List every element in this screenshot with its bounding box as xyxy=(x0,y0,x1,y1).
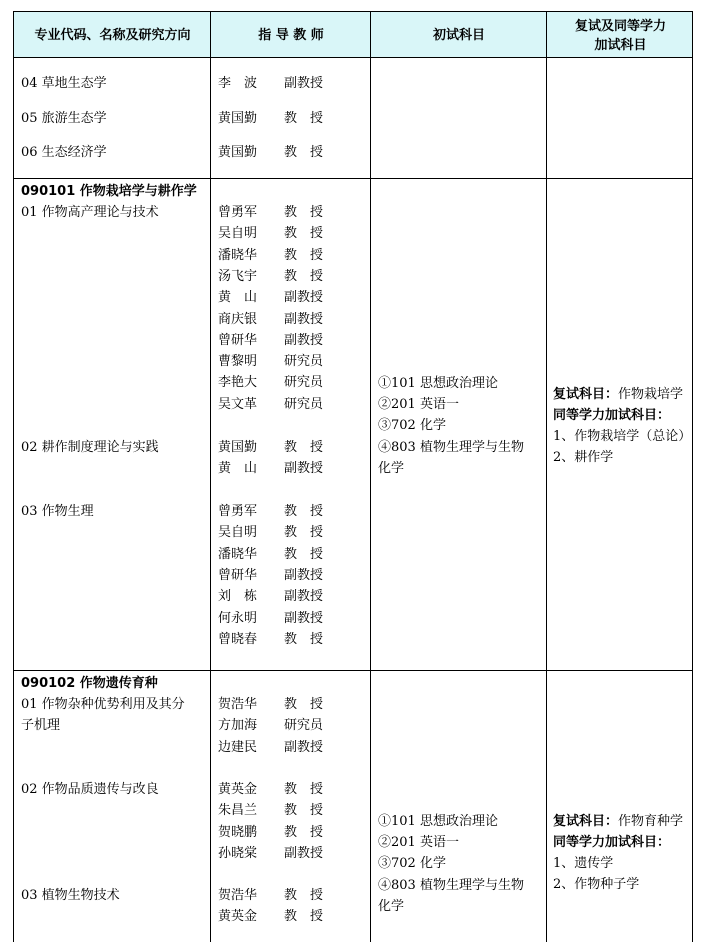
supervisor-row xyxy=(218,204,323,222)
supervisor-name: 黄国勤 xyxy=(218,111,258,126)
supervisor-row xyxy=(218,588,323,606)
supervisor-row xyxy=(218,824,323,842)
supervisor-row xyxy=(218,332,323,350)
supervisor-row xyxy=(218,887,323,905)
major-090101: 090101 作物栽培学与耕作学 xyxy=(21,184,197,199)
supervisor-title: 教 授 xyxy=(284,145,324,160)
supervisor-title: 教 授 xyxy=(284,247,324,263)
supervisor-row xyxy=(218,610,323,628)
supervisor-name: 吴自明 xyxy=(218,525,258,541)
supervisor-row xyxy=(218,802,323,820)
direction-06: 06 生态经济学 xyxy=(21,145,107,160)
supervisor-title: 副教授 xyxy=(284,332,324,348)
supervisor-name: 商庆银 xyxy=(218,311,258,327)
exam-subject: ③702 化学 xyxy=(378,418,446,434)
exam-subject: ①101 思想政治理论 xyxy=(378,376,498,391)
supervisor-name: 吴自明 xyxy=(218,226,258,242)
supervisor-name: 黄 山 xyxy=(218,290,258,306)
direction-090101-03: 03 作物生理 xyxy=(21,504,94,519)
supervisor-title: 副教授 xyxy=(284,739,324,755)
section2-equiv-item-2: 2、作物种子学 xyxy=(553,877,640,892)
supervisor-title: 副教授 xyxy=(284,311,324,327)
supervisor-name: 李 波 xyxy=(218,76,258,91)
supervisor-row xyxy=(218,144,323,162)
section2-retest-value: 作物育种学 xyxy=(618,814,684,829)
supervisor-name: 潘晓华 xyxy=(218,247,258,263)
supervisor-name: 吴文革 xyxy=(218,396,258,412)
supervisor-title: 副教授 xyxy=(284,589,324,605)
supervisor-row xyxy=(218,247,323,265)
supervisor-name: 贺浩华 xyxy=(218,888,258,903)
supervisor-title: 研究员 xyxy=(284,375,324,391)
supervisor-name: 朱昌兰 xyxy=(218,803,258,819)
supervisor-name: 曾研华 xyxy=(218,332,258,348)
section1-equiv-label: 同等学力加试科目： xyxy=(553,408,671,423)
row-separator-2 xyxy=(13,670,693,671)
supervisor-title: 教 授 xyxy=(284,631,324,647)
exam-subject: ④803 植物生理学与生物 xyxy=(378,877,524,893)
exam-subject: ①101 思想政治理论 xyxy=(378,814,498,829)
supervisor-name: 贺浩华 xyxy=(218,697,258,712)
supervisor-title: 教 授 xyxy=(284,268,324,284)
supervisor-name: 黄英金 xyxy=(218,909,258,925)
section1-retest-label: 复试科目： xyxy=(553,387,619,402)
supervisor-title: 教 授 xyxy=(284,504,324,519)
supervisor-row xyxy=(218,908,323,926)
program-table xyxy=(13,11,693,942)
exam-subject: ②201 英语一 xyxy=(378,397,459,413)
supervisor-title: 副教授 xyxy=(284,845,324,861)
supervisor-title: 教 授 xyxy=(284,111,324,126)
supervisor-name: 刘 栋 xyxy=(218,589,258,605)
header-initial-exam: 初试科目 xyxy=(432,28,485,43)
table-border-right xyxy=(692,11,693,942)
supervisor-row xyxy=(218,739,323,757)
table-divider-3 xyxy=(546,11,547,942)
supervisor-name: 黄国勤 xyxy=(218,440,258,455)
supervisor-row xyxy=(218,845,323,863)
supervisor-title: 副教授 xyxy=(284,461,324,477)
supervisor-title: 教 授 xyxy=(284,226,324,242)
supervisor-name: 方加海 xyxy=(218,718,258,734)
supervisor-name: 潘晓华 xyxy=(218,546,258,562)
supervisor-name: 何永明 xyxy=(218,610,258,626)
supervisor-title: 教 授 xyxy=(284,803,324,819)
supervisor-row xyxy=(218,717,323,735)
supervisor-row xyxy=(218,289,323,307)
section2-retest xyxy=(553,813,683,831)
supervisor-row xyxy=(218,110,323,128)
table-border-left xyxy=(13,11,14,942)
supervisor-name: 曾勇军 xyxy=(218,504,258,519)
supervisor-row xyxy=(218,268,323,286)
row-separator-1 xyxy=(13,178,693,179)
section2-equiv-item-1: 1、遗传学 xyxy=(553,856,614,871)
major-090102: 090102 作物遗传育种 xyxy=(21,676,158,691)
header-major-direction: 专业代码、名称及研究方向 xyxy=(34,28,191,43)
supervisor-row xyxy=(218,225,323,243)
section2-retest-label: 复试科目： xyxy=(553,814,619,829)
direction-090101-01: 01 作物高产理论与技术 xyxy=(21,205,159,220)
supervisor-row xyxy=(218,75,323,93)
direction-090102-02: 02 作物品质遗传与改良 xyxy=(21,782,159,797)
supervisor-title: 教 授 xyxy=(284,525,324,541)
table-divider-2 xyxy=(370,11,371,942)
supervisor-name: 孙晓棠 xyxy=(218,845,258,861)
supervisor-title: 副教授 xyxy=(284,567,324,583)
supervisor-row xyxy=(218,503,323,521)
supervisor-row xyxy=(218,396,323,414)
supervisor-title: 副教授 xyxy=(284,610,324,626)
supervisor-name: 曹黎明 xyxy=(218,354,258,370)
header-retest-line2: 加试科目 xyxy=(594,37,647,53)
supervisor-name: 边建民 xyxy=(218,739,258,755)
supervisor-title: 教 授 xyxy=(284,782,324,797)
exam-subject: ④803 植物生理学与生物 xyxy=(378,439,524,455)
table-header xyxy=(13,11,693,58)
supervisor-title: 研究员 xyxy=(284,718,324,734)
supervisor-title: 副教授 xyxy=(284,76,324,91)
direction-090102-01-line2: 子机理 xyxy=(21,718,61,733)
supervisor-row xyxy=(218,460,323,478)
section1-equiv-item-1: 1、作物栽培学（总论） xyxy=(553,429,692,444)
supervisor-row xyxy=(218,439,323,457)
direction-090102-01-line1: 01 作物杂种优势利用及其分 xyxy=(21,697,185,712)
supervisor-name: 曾晓春 xyxy=(218,631,258,647)
supervisor-title: 教 授 xyxy=(284,888,324,903)
header-retest xyxy=(547,12,694,59)
supervisor-title: 教 授 xyxy=(284,440,324,455)
supervisor-row xyxy=(218,567,323,585)
section1-equiv-item-2: 2、耕作学 xyxy=(553,450,614,465)
supervisor-name: 黄 山 xyxy=(218,461,258,477)
supervisor-row xyxy=(218,631,323,649)
direction-05: 05 旅游生态学 xyxy=(21,111,107,126)
section2-equiv-label: 同等学力加试科目： xyxy=(553,835,671,850)
supervisor-name: 李艳大 xyxy=(218,375,258,391)
exam-subject: ③702 化学 xyxy=(378,856,446,872)
supervisor-row xyxy=(218,546,323,564)
supervisor-title: 教 授 xyxy=(284,697,324,712)
supervisor-title: 研究员 xyxy=(284,396,324,412)
supervisor-row xyxy=(218,353,323,371)
section1-retest-value: 作物栽培学 xyxy=(618,387,684,402)
direction-090101-02: 02 耕作制度理论与实践 xyxy=(21,440,159,455)
supervisor-name: 黄国勤 xyxy=(218,145,258,160)
supervisor-row xyxy=(218,524,323,542)
supervisor-row xyxy=(218,696,323,714)
supervisor-title: 教 授 xyxy=(284,546,324,562)
header-supervisors: 指 导 教 师 xyxy=(258,28,324,43)
exam-subject: 化学 xyxy=(378,898,405,914)
supervisor-title: 研究员 xyxy=(284,354,324,370)
supervisor-title: 教 授 xyxy=(284,205,324,220)
section1-retest xyxy=(553,386,683,404)
supervisor-row xyxy=(218,311,323,329)
supervisor-title: 副教授 xyxy=(284,290,324,306)
supervisor-name: 贺晓鹏 xyxy=(218,824,258,840)
direction-04: 04 草地生态学 xyxy=(21,76,107,91)
header-retest-line1: 复试及同等学力 xyxy=(574,18,666,34)
exam-subject: 化学 xyxy=(378,460,405,476)
direction-090102-03: 03 植物生物技术 xyxy=(21,888,120,903)
supervisor-title: 教 授 xyxy=(284,824,324,840)
supervisor-row xyxy=(218,781,323,799)
exam-subject: ②201 英语一 xyxy=(378,835,459,851)
supervisor-title: 教 授 xyxy=(284,909,324,925)
supervisor-name: 黄英金 xyxy=(218,782,258,797)
supervisor-name: 曾研华 xyxy=(218,567,258,583)
supervisor-name: 汤飞宇 xyxy=(218,268,258,284)
supervisor-name: 曾勇军 xyxy=(218,205,258,220)
table-divider-1 xyxy=(210,11,211,942)
supervisor-row xyxy=(218,374,323,392)
